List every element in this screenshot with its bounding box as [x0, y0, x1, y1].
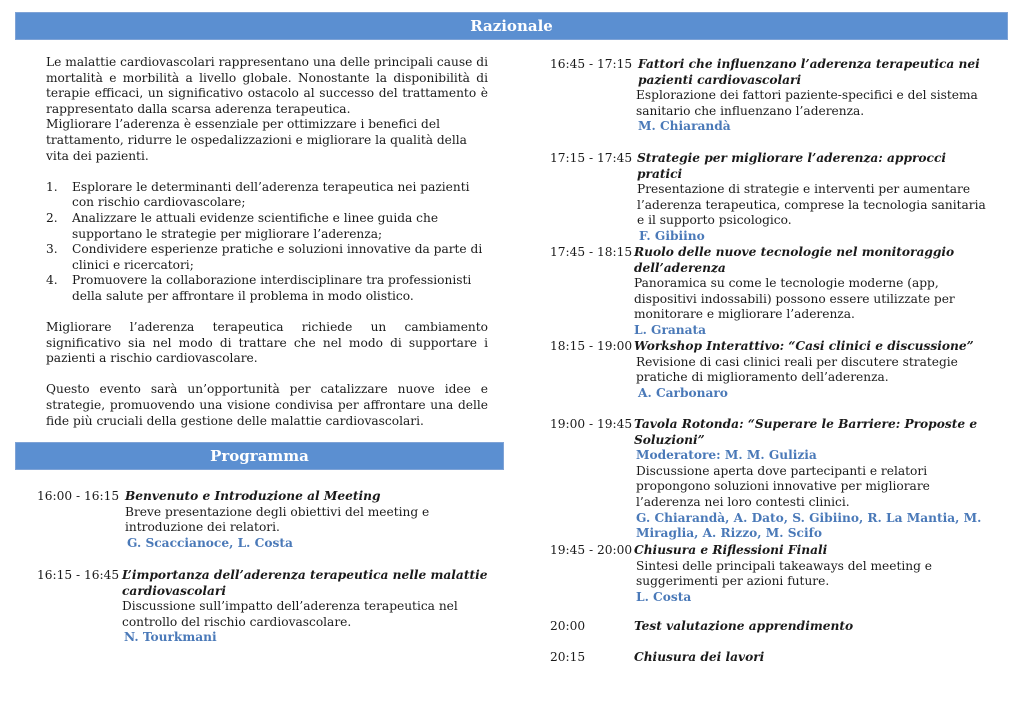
session-title: Strategie per migliorare l’aderenza: approcci pratici: [637, 151, 946, 181]
session-title: Tavola Rotonda: “Superare le Barriere: Proposte e Soluzioni”: [634, 417, 978, 447]
session-title: Chiusura e Riflessioni Finali: [634, 543, 828, 557]
program-session: [550, 151, 990, 245]
session-speaker: L. Costa: [636, 589, 692, 604]
session-title: Benvenuto e Introduzione al Meeting: [125, 489, 381, 503]
session-description: Esplorazione dei fattori paziente-specifici e del sistema sanitario che influenzano l’aderenza.: [636, 88, 978, 118]
session-title: Workshop Interattivo: “Casi clinici e discussione”: [634, 339, 974, 353]
session-time: 17:45 - 18:15: [550, 245, 633, 259]
session-time: 18:15 - 19:00: [550, 339, 633, 353]
session-speaker: N. Tourkmani: [124, 630, 217, 645]
program-session: [550, 417, 1005, 542]
session-speaker: G. Scaccianoce, L. Costa: [127, 535, 293, 550]
program-session: [550, 245, 1005, 339]
program-session: [550, 57, 1005, 135]
objective-item: 4. Promuovere la collaborazione interdisciplinare tra professionisti della salute per affrontare il problema in modo olistico.: [46, 273, 472, 303]
programma-header: Programma: [15, 442, 504, 470]
session-time: 16:15 - 16:45: [37, 568, 120, 582]
objective-item: 2. Analizzare le attuali evidenze scientifiche e linee guida che supportano le strategie per migliorare l’aderenza;: [46, 210, 439, 241]
program-session: [37, 568, 492, 646]
session-description: Discussione sull’impatto dell’aderenza terapeutica nel controllo del rischio cardiovascolare.: [122, 599, 458, 629]
session-speaker: A. Carbonaro: [638, 385, 728, 400]
session-description: Discussione aperta dove partecipanti e relatori propongono soluzioni innovative per migliorare l’aderenza nei loro contesti clinici.: [636, 463, 930, 509]
session-title: Chiusura dei lavori: [634, 650, 765, 664]
objective-item: 3. Condividere esperienze pratiche e soluzioni innovative da parte di clinici e ricercatori;: [46, 242, 483, 272]
session-moderator: Moderatore: M. M. Gulizia: [636, 448, 817, 463]
program-session: [550, 619, 1005, 635]
session-speaker: G. Chiarandà, A. Dato, S. Gibiino, R. La Mantia, M. Miraglia, A. Rizzo, M. Scifo: [636, 510, 982, 541]
objectives-list: [46, 180, 488, 305]
session-time: 20:15: [550, 650, 586, 664]
session-title: Fattori che influenzano l’aderenza terapeutica nei pazienti cardiovascolari: [638, 57, 980, 87]
rationale-paragraph-3: Migliorare l’aderenza terapeutica richiede un cambiamento significativo sia nel modo di trattare che nel modo di supportare i pazienti a rischio cardiovascolare.: [46, 320, 488, 366]
program-session: [550, 339, 1005, 401]
session-description: Breve presentazione degli obiettivi del meeting e introduzione dei relatori.: [125, 504, 430, 535]
session-speaker: L. Granata: [634, 322, 707, 337]
razionale-header: Razionale: [15, 12, 1008, 40]
session-time: 16:00 - 16:15: [37, 489, 120, 503]
session-description: Revisione di casi clinici reali per discutere strategie pratiche di miglioramento dell’aderenza.: [636, 354, 958, 385]
session-time: 19:00 - 19:45: [550, 417, 633, 431]
session-time: 19:45 - 20:00: [550, 543, 633, 557]
program-session: [550, 543, 1005, 605]
rationale-paragraph-4: Questo evento sarà un’opportunità per catalizzare nuove idee e strategie, promuovendo una visione condivisa per affrontare una delle fide più cruciali della gestione delle malattie cardiovascolari.: [46, 382, 488, 428]
session-speaker: F. Gibiino: [639, 228, 705, 243]
session-description: Presentazione di strategie e interventi per aumentare l’aderenza terapeutica, comprese la tecnologia sanitaria e il supporto psicologico.: [637, 182, 986, 228]
session-title: Test valutazione apprendimento: [634, 619, 854, 633]
program-session: [37, 489, 487, 551]
session-description: Panoramica su come le tecnologie moderne (app, dispositivi indossabili) possono essere utilizzate per monitorare e migliorare l’aderenza.: [634, 276, 955, 322]
program-session: [550, 650, 1005, 666]
rationale-section: [46, 55, 488, 429]
session-time: 17:15 - 17:45: [550, 151, 633, 165]
session-time: 20:00: [550, 619, 586, 633]
session-title: L’importanza dell’aderenza terapeutica nelle malattie cardiovascolari: [122, 568, 488, 598]
rationale-intro: Le malattie cardiovascolari rappresentano una delle principali cause di mortalità e morbilità a livello globale. Nonostante la disponibilità di terapie efficaci, un significativo ostacolo al successo del trattamento è rappresentato dalla scarsa aderenza terapeutica.: [46, 55, 488, 116]
rationale-intro-2: Migliorare l’aderenza è essenziale per ottimizzare i benefici del trattamento, ridurre le ospedalizzazioni e migliorare la qualità della vita dei pazienti.: [46, 117, 467, 163]
objective-item: 1. Esplorare le determinanti dell’aderenza terapeutica nei pazienti con rischio cardiovascolare;: [46, 179, 470, 210]
session-description: Sintesi delle principali takeaways del meeting e suggerimenti per azioni future.: [636, 558, 933, 589]
session-speaker: M. Chiarandà: [638, 119, 731, 134]
session-time: 16:45 - 17:15: [550, 57, 633, 71]
session-title: Ruolo delle nuove tecnologie nel monitoraggio dell’aderenza: [634, 245, 955, 275]
